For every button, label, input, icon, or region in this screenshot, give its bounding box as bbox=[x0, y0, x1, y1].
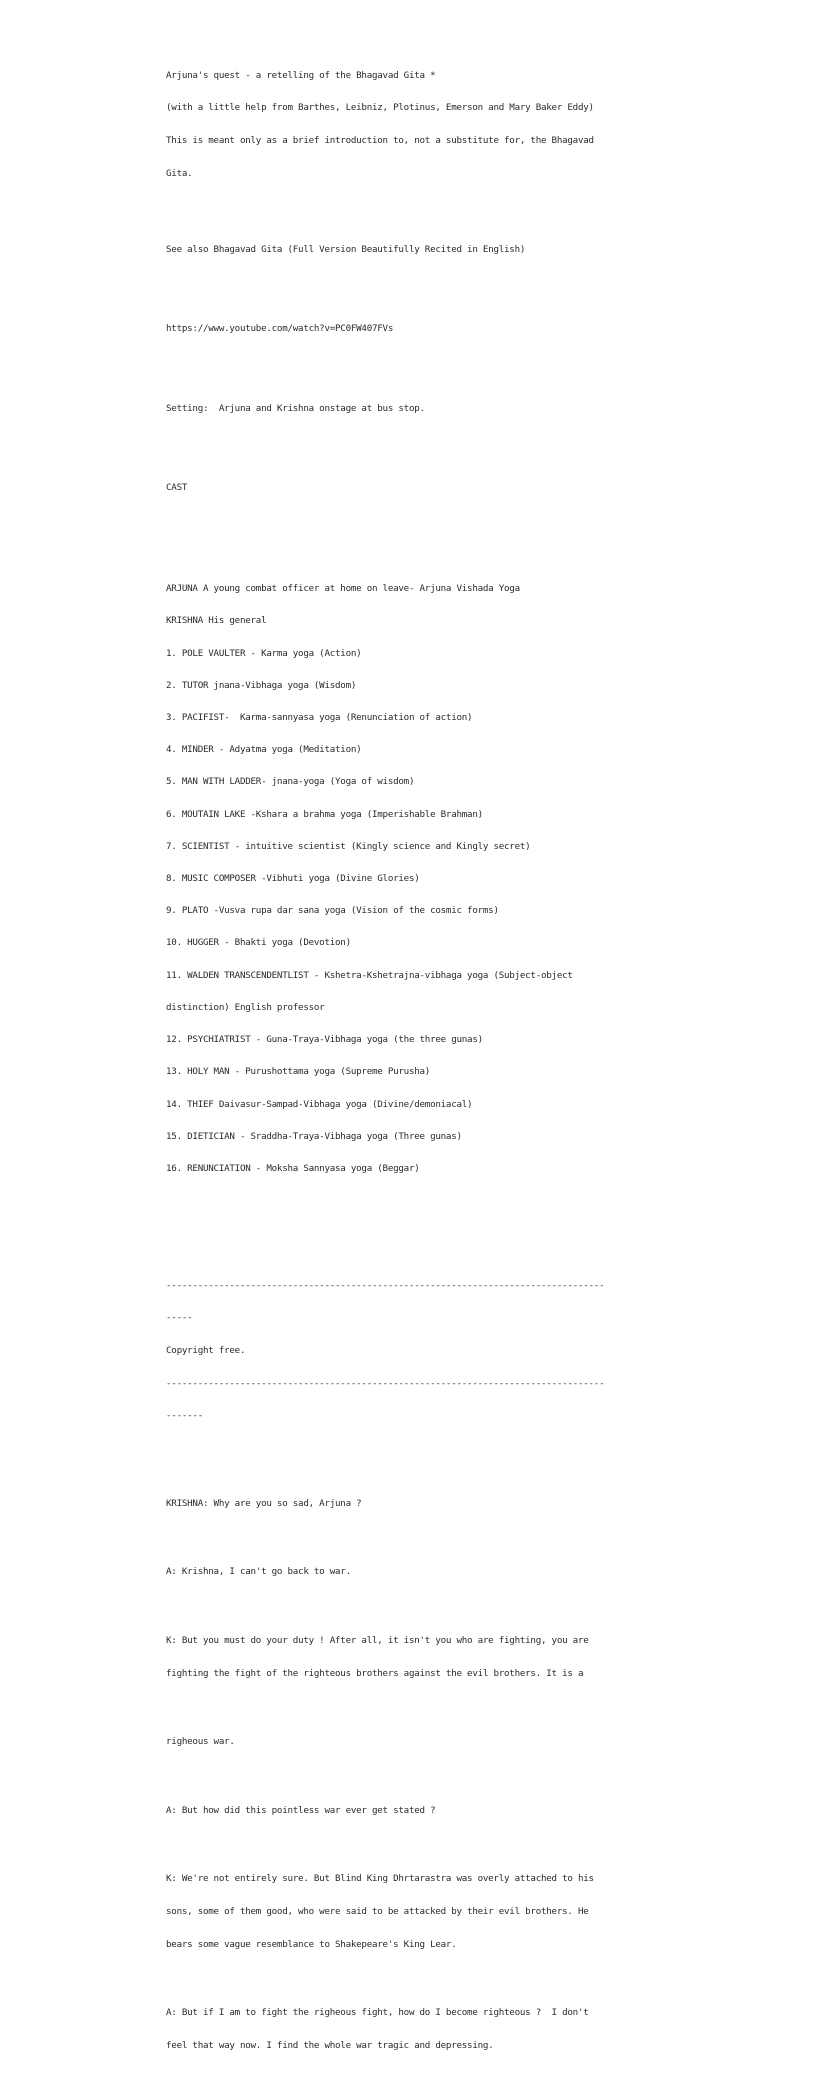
cast-item: distinction) English professor bbox=[166, 1001, 325, 1013]
cast-item: 8. MUSIC COMPOSER -Vibhuti yoga (Divine Glories) bbox=[166, 873, 420, 885]
intro-line: This is meant only as a brief introduction to, not a substitute for, the Bhagavad bbox=[166, 135, 594, 147]
cast-item: 11. WALDEN TRANSCENDENTLIST - Kshetra-Kshetrajna-vibhaga yoga (Subject-object bbox=[166, 969, 573, 981]
document-text bbox=[166, 38, 666, 2084]
cast-item: 5. MAN WITH LADDER- jnana-yoga (Yoga of wisdom) bbox=[166, 776, 415, 788]
dialogue-krishna-cont: bears some vague resemblance to Shakepeare's King Lear. bbox=[166, 1938, 457, 1950]
dialogue-krishna-cont: righeous war. bbox=[166, 1736, 235, 1748]
cast-item: 7. SCIENTIST - intuitive scientist (Kingly science and Kingly secret) bbox=[166, 840, 531, 852]
dialogue-arjuna: A: But if I am to fight the righeous fight, how do I become righteous ? I don't bbox=[166, 2007, 589, 2019]
dialogue-krishna-cont: sons, some of them good, who were said to be attacked by their evil brothers. He bbox=[166, 1905, 589, 1917]
cast-item: KRISHNA His general bbox=[166, 615, 267, 627]
dialogue-krishna: K: But you must do your duty ! After all, it isn't you who are fighting, you are bbox=[166, 1634, 589, 1646]
see-also-line: See also Bhagavad Gita (Full Version Beautifully Recited in English) bbox=[166, 243, 526, 255]
cast-item: 1. POLE VAULTER - Karma yoga (Action) bbox=[166, 647, 362, 659]
cast-item: 2. TUTOR jnana-Vibhaga yoga (Wisdom) bbox=[166, 679, 357, 691]
dialogue-krishna: KRISHNA: Why are you so sad, Arjuna ? bbox=[166, 1497, 362, 1509]
subtitle-line: (with a little help from Barthes, Leibniz, Plotinus, Emerson and Mary Baker Eddy) bbox=[166, 102, 594, 114]
cast-item: 15. DIETICIAN - Sraddha-Traya-Vibhaga yoga (Three gunas) bbox=[166, 1130, 462, 1142]
dialogue-arjuna: A: Krishna, I can't go back to war. bbox=[166, 1566, 351, 1578]
cast-item: 3. PACIFIST- Karma-sannyasa yoga (Renunciation of action) bbox=[166, 712, 473, 724]
cast-item: 4. MINDER - Adyatma yoga (Meditation) bbox=[166, 744, 362, 756]
cast-heading: CAST bbox=[166, 482, 188, 494]
title-line: Arjuna's quest - a retelling of the Bhagavad Gita * bbox=[166, 69, 436, 81]
cast-item: 13. HOLY MAN - Purushottama yoga (Supreme Purusha) bbox=[166, 1066, 431, 1078]
setting-line: Setting: Arjuna and Krishna onstage at bus stop. bbox=[166, 402, 425, 414]
cast-item: 9. PLATO -Vusva rupa dar sana yoga (Vision of the cosmic forms) bbox=[166, 905, 499, 917]
intro-line-cont: Gita. bbox=[166, 167, 193, 179]
video-url-link[interactable]: https://www.youtube.com/watch?v=PC0FW407FVs bbox=[166, 323, 394, 335]
copyright-notice: Copyright free. bbox=[166, 1345, 246, 1357]
cast-item: 6. MOUTAIN LAKE -Kshara a brahma yoga (Imperishable Brahman) bbox=[166, 808, 483, 820]
divider-rule: ----------------------------------------------------------------------------------- bbox=[166, 1279, 605, 1291]
cast-item: ARJUNA A young combat officer at home on leave- Arjuna Vishada Yoga bbox=[166, 583, 520, 595]
cast-item: 14. THIEF Daivasur-Sampad-Vibhaga yoga (Divine/demoniacal) bbox=[166, 1098, 473, 1110]
dialogue-arjuna-cont: feel that way now. I find the whole war tragic and depressing. bbox=[166, 2039, 494, 2051]
divider-rule-tail: ------- bbox=[166, 1410, 203, 1422]
dialogue-arjuna: A: But how did this pointless war ever get stated ? bbox=[166, 1804, 436, 1816]
dialogue-krishna-cont: fighting the fight of the righteous brothers against the evil brothers. It is a bbox=[166, 1667, 584, 1679]
cast-list bbox=[166, 562, 666, 1196]
cast-item: 12. PSYCHIATRIST - Guna-Traya-Vibhaga yoga (the three gunas) bbox=[166, 1034, 483, 1046]
dialogue-krishna: K: We're not entirely sure. But Blind King Dhrtarastra was overly attached to his bbox=[166, 1873, 594, 1885]
cast-item: 10. HUGGER - Bhakti yoga (Devotion) bbox=[166, 937, 351, 949]
divider-rule-tail: ----- bbox=[166, 1312, 193, 1324]
cast-item: 16. RENUNCIATION - Moksha Sannyasa yoga (Beggar) bbox=[166, 1162, 420, 1174]
divider-rule: ----------------------------------------------------------------------------------- bbox=[166, 1377, 605, 1389]
